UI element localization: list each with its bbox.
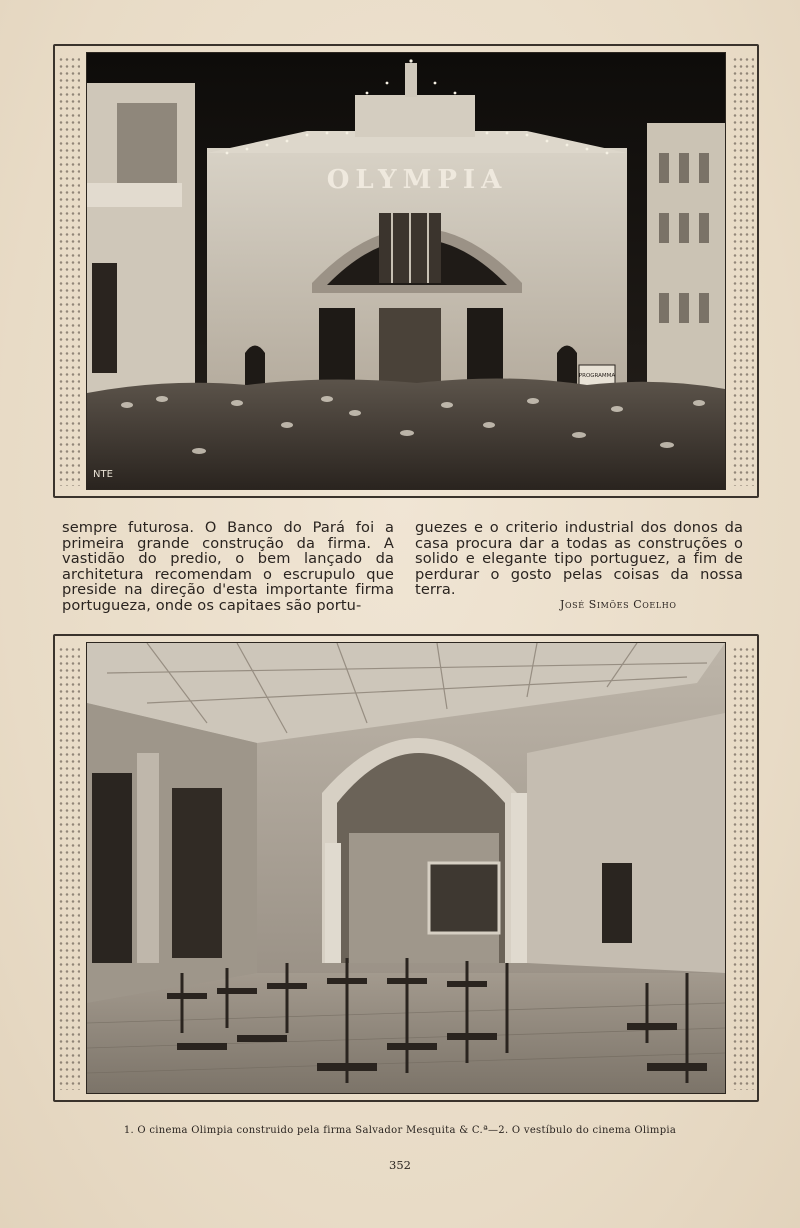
- photo-caption: 1. O cinema Olimpia construido pela firma Salvador Mesquita & C.ª—2. O vestíbulo do cinema Olimpia: [123, 1125, 677, 1136]
- photo-corner-text: NTE: [93, 469, 113, 480]
- cinema-facade-photo: [86, 52, 726, 490]
- article-right-column: [415, 520, 743, 598]
- cinema-facade-illustration: [87, 53, 725, 489]
- article-author: José Simões Coelho: [560, 598, 677, 611]
- cinema-vestibule-photo: [86, 642, 726, 1094]
- article-left-text: sempre futurosa. O Banco do Pará foi a primeira grande construção da firma. A vastidão do predio, o bem lançado da architetura recomendam o escrupulo que preside na direção d'esta importante firma portugueza, onde os capitaes são portu-: [62, 519, 394, 614]
- page-number: 352: [389, 1158, 411, 1172]
- article-left-column: [62, 520, 394, 614]
- programma-poster-text: PROGRAMMA: [578, 373, 616, 379]
- facade-sign-text: OLYMPIA: [326, 165, 508, 195]
- cinema-vestibule-illustration: [87, 643, 725, 1093]
- article-right-text: guezes e o criterio industrial dos donos da casa procura dar a todas as construções o solido e elegante tipo portuguez, a fim de perdurar o gosto pelas coisas da nossa terra.: [415, 519, 743, 599]
